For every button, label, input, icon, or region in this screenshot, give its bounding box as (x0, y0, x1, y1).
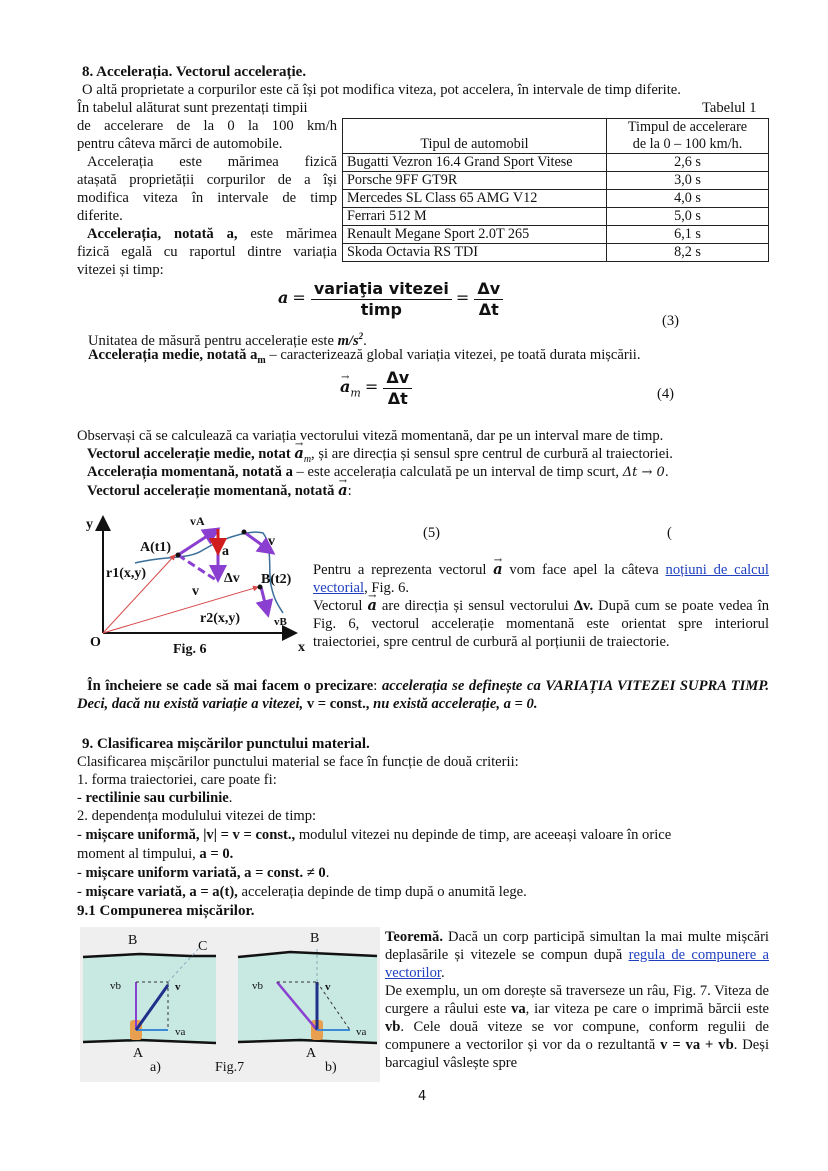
var-rest: accelerația depinde de timp după o anumită lege. (237, 884, 527, 900)
c1-end: . (228, 790, 233, 806)
fig7b-panel-label: b) (325, 1060, 337, 1075)
table-row (343, 172, 769, 190)
eq4-denominator: Δt (387, 389, 408, 408)
para2-line: Accelerația este mărimea fizică (87, 154, 337, 170)
theorem-paragraph (385, 928, 769, 1072)
fig7a-b-label: B (128, 933, 138, 948)
observe-line: Observași că se calculează ca variația vectorului viteză momentană, dar pe un interval mare de timp. (77, 428, 664, 444)
table-caption: Tabelul 1 (702, 100, 757, 116)
fig6-y-label: y (86, 517, 93, 532)
eq4-numerator: Δv (383, 368, 412, 389)
eq3-fraction-symbols (474, 279, 503, 320)
fig6-r1: r1(x,y) (106, 566, 147, 581)
criterion-1: 1. forma traiectoriei, care poate fi: (77, 772, 277, 788)
fig7b-v: v (325, 981, 331, 993)
time-cell: 4,0 s (607, 190, 769, 208)
equation-4: → $a_m$ = $\frac{\Delta v}{\Delta t}$ (340, 368, 412, 409)
p1-mid: vom face apel la câteva (502, 562, 666, 578)
acceleration-table (342, 118, 769, 262)
vector-calculus-link[interactable]: noțiuni de calcul vectorial (313, 562, 769, 596)
para2-line: diferite. (77, 208, 123, 224)
fig6-origin: O (90, 635, 101, 650)
vec-mean-rest: , și are direcția și sensul spre centrul de curbură al traiectoriei. (311, 446, 673, 462)
figure-7-diagram (80, 927, 380, 1082)
fig7a-v: v (175, 981, 181, 993)
car-cell: Bugatti Vezron 16.4 Grand Sport Vitese (343, 154, 607, 172)
time-cell: 6,1 s (607, 226, 769, 244)
uniform-rest: modulul vitezei nu depinde de timp, are aceeași valoare în orice (295, 827, 672, 843)
unit-line: Unitatea de măsură pentru accelerație este $m/s^2$. (88, 331, 367, 349)
intro-line-2: În tabelul alăturat sunt prezentați timpii (77, 100, 308, 116)
table-header-row (343, 119, 769, 154)
p1-end: , Fig. 6. (364, 580, 410, 596)
header-time-line2: de la 0 – 100 km/h. (632, 136, 743, 152)
car-cell: Mercedes SL Class 65 AMG V12 (343, 190, 607, 208)
para3-rest: este mărimea (237, 226, 337, 242)
header-time (607, 119, 769, 154)
left-line: de accelerare de la 0 la 100 km/h (77, 118, 337, 134)
para3-line: vitezei și timp: (77, 262, 164, 278)
intro-line-1: O altă proprietate a corpurilor este că își pot modifica viteza, pot accelera, în intervale de timp diferite. (82, 82, 681, 98)
page-number: 4 (418, 1089, 427, 1104)
section-9-title: 9. Clasificarea mișcărilor punctului material. (82, 736, 370, 752)
vb-symbol: vb (385, 1019, 401, 1035)
instant-acceleration-line (87, 463, 669, 482)
table-row (343, 208, 769, 226)
table-row (343, 154, 769, 172)
uniform-motion-line: - mișcare uniformă, |v| = v = const., modulul vitezei nu depinde de timp, are aceeași valoare în orice (77, 827, 672, 843)
vec-mean-symbol: → a (294, 445, 303, 463)
dash: - (77, 790, 86, 806)
uniform-line2: moment al timpului, (77, 846, 200, 862)
conclusion-italic-2: nu există accelerație, a = 0. (369, 696, 538, 712)
eq4-lhs: → a (340, 377, 350, 397)
theorem-bold: Teoremă. (385, 929, 443, 945)
car-cell: Ferrari 512 M (343, 208, 607, 226)
car-cell: Porsche 9FF GT9R (343, 172, 607, 190)
theorem-rest: Dacă un corp participă simultan la mai multe mișcări deplasările și vitezele se compun după (385, 929, 769, 963)
section-9-intro: Clasificarea mișcărilor punctului material se face în funcție de două criterii: (77, 754, 519, 770)
left-line: pentru câteva mărci de automobile. (77, 136, 283, 152)
unit-value: m/s (337, 332, 359, 349)
para2-line: modifica viteza în intervale de timp (77, 190, 337, 206)
example-text-4: . Deși barcagiul vâslește spre (385, 1037, 769, 1071)
p2-symbol: → a (367, 597, 376, 615)
time-cell: 2,6 s (607, 154, 769, 172)
header-car: Tipul de automobil (343, 119, 607, 154)
table-row (343, 244, 769, 262)
uniform-bold: mișcare uniformă, |v| = v = const., (85, 827, 296, 843)
left-column-text (77, 117, 337, 279)
eq3-lhs: a (278, 288, 289, 308)
fig6-dv: Δv (224, 571, 240, 586)
c1-bold: rectilinie sau curbilinie (85, 790, 229, 806)
p2-symbol2: Δv. (573, 598, 594, 614)
example-text-3: . Cele două viteze se vor compune, conform regulii de compunere a vectorilor și vor da o rezultantă (385, 1019, 769, 1053)
fig6-point-a: A(t1) (140, 540, 172, 555)
fig7b-b-label: B (310, 931, 320, 946)
var-bold: mișcare variată, a = a(t), (85, 884, 238, 900)
fig7a-va: va (175, 1026, 186, 1038)
p1-symbol: → a (493, 561, 502, 579)
conclusion-bold: În încheiere se cade să mai facem o precizare (87, 678, 374, 694)
uniform-a0: a = 0. (199, 846, 234, 862)
fig7b-a-label: A (306, 1046, 317, 1061)
inst-rest: – este accelerația calculată pe un interval de timp scurt, (292, 464, 623, 480)
vec-mean-bold: Vectorul accelerație medie, notat (87, 446, 295, 462)
criterion-1-values (77, 789, 232, 807)
fig6-x-label: x (298, 640, 305, 655)
fig6-explanation (313, 561, 769, 651)
fig7a-panel-label: a) (150, 1060, 161, 1075)
eq3-fraction-words (311, 279, 452, 320)
mean-acc-rest: – caracterizează global variația vitezei, pe toată durata mișcării. (265, 347, 641, 363)
fig6-v-left: v (192, 584, 199, 599)
result-equation: v = va + vb (660, 1037, 734, 1053)
uniform-motion-line-2 (77, 845, 233, 863)
eq4-label: (4) (657, 386, 675, 402)
eq3-num2: Δv (474, 279, 503, 300)
inst-bold: Accelerația momentană, notată a (87, 464, 293, 480)
eq3-den2: Δt (478, 300, 499, 319)
conclusion-italic-1: accelerația se definește ca VARIAȚIA VITEZEI SUPRA TIMP. Deci, dacă nu există variație a vitezei, (77, 678, 769, 712)
fig7a-c-label: C (198, 939, 208, 954)
varied-motion-line: - mișcare variată, a = a(t), accelerația depinde de timp după o anumită lege. (77, 884, 527, 900)
mean-acc-bold: Accelerația medie, notată a (88, 347, 258, 363)
vector-composition-link[interactable]: regula de compunere a vectorilor (385, 947, 769, 981)
para2-line: atașată proprietății corpurilor de a își (77, 172, 337, 188)
example-text-2: , iar viteza pe care o imprimă bărcii este (525, 1001, 769, 1017)
mean-acc-sub: m (257, 354, 266, 366)
eq3-numerator: variaţia vitezei (311, 279, 452, 300)
theorem-end: . (440, 965, 445, 981)
fig6-a: a (222, 544, 229, 559)
fig7-caption: Fig.7 (215, 1060, 245, 1075)
vector-instant-line: Vectorul accelerație momentană, notată → a: (87, 482, 352, 500)
time-cell: 8,2 s (607, 244, 769, 262)
eq5-label: (5) (423, 525, 441, 541)
car-cell: Renault Megane Sport 2.0T 265 (343, 226, 607, 244)
fig6-v-right: v (268, 534, 275, 549)
fig6-va: vA (190, 514, 205, 528)
unit-text: Unitatea de măsură pentru accelerație este (88, 332, 338, 349)
para3-line (77, 225, 337, 243)
conclusion-paragraph (77, 677, 769, 713)
va-symbol: va (511, 1001, 526, 1017)
equation-3: a = $\frac{\text{variaţia vitezei}}{\text{timp}}$ = $\frac{\Delta v}{\Delta t}$ (278, 279, 503, 320)
conclusion-colon: : (373, 678, 382, 694)
fig7b-vb: vb (252, 980, 263, 992)
subsection-9-1-title: 9.1 Compunerea mișcărilor. (77, 903, 255, 919)
fig6-r2: r2(x,y) (200, 611, 241, 626)
table-row (343, 226, 769, 244)
inst-math: Δt → 0. (622, 465, 669, 480)
unit-exponent: 2 (358, 331, 364, 341)
vec-inst-bold: Vectorul accelerație momentană, notată (87, 483, 339, 499)
criterion-2: 2. dependența modulului vitezei de timp: (77, 808, 317, 824)
eq4-fraction (383, 368, 412, 409)
p2-rest: După cum se poate vedea în Fig. 6, vectorul accelerație momentană este orientat spre interiorul traiectoriei, spre centrul de curbură al porțiunii de traiectorie. (313, 598, 769, 650)
p1-start: Pentru a reprezenta vectorul (313, 562, 494, 578)
section-8-title: 8. Accelerația. Vectorul accelerație. (82, 64, 307, 80)
table-row (343, 190, 769, 208)
uniform-varied-line: - mișcare uniform variată, a = const. ≠ 0. (77, 865, 330, 881)
vec-mean-sub: m (303, 453, 312, 465)
fig6-caption: Fig. 6 (173, 642, 207, 657)
fig7a-a-label: A (133, 1046, 144, 1061)
time-cell: 3,0 s (607, 172, 769, 190)
time-cell: 5,0 s (607, 208, 769, 226)
p2-mid: are direcția și sensul vectorului (376, 598, 574, 614)
eq3-label: (3) (662, 313, 680, 329)
example-text: De exemplu, un om dorește să traverseze un râu, Fig. 7. Viteza de curgere a râului este (385, 983, 769, 1017)
fig7b-va: va (356, 1026, 367, 1038)
fig6-point-b: B(t2) (261, 572, 292, 587)
eq3-denominator: timp (360, 300, 402, 319)
car-cell: Skoda Octavia RS TDI (343, 244, 607, 262)
figure-6-diagram (78, 505, 310, 660)
p2-start: Vectorul (313, 598, 368, 614)
unif-var-bold: mișcare uniform variată, a = const. ≠ 0 (85, 865, 326, 881)
conclusion-v: v = const., (306, 696, 370, 712)
mean-acceleration-line (88, 346, 641, 370)
stray-paren: ( (667, 525, 672, 541)
vec-inst-symbol: → a (338, 482, 347, 500)
para3-line: fizică egală cu raportul dintre variația (77, 244, 337, 260)
fig6-vb: vB (274, 616, 287, 628)
acceleration-definition-bold: Accelerația, notată a, (87, 226, 238, 242)
eq4-sub: m (350, 386, 361, 400)
header-time-line1: Timpul de accelerare (627, 119, 748, 135)
fig7a-vb: vb (110, 980, 121, 992)
